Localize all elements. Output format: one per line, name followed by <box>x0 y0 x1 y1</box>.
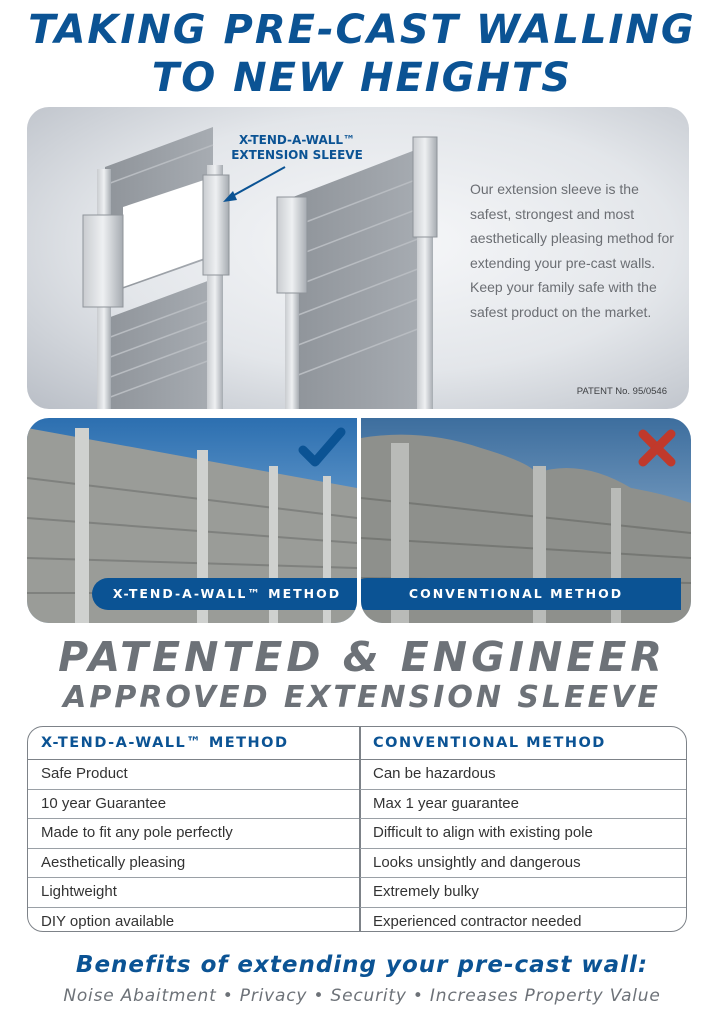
table-row: Can be hazardous <box>360 760 687 790</box>
xtend-column-header: X-TEND-A-WALL™ METHOD <box>28 727 359 760</box>
sleeve-label-line-2: EXTENSION SLEEVE <box>231 148 363 162</box>
headline-line-2: TO NEW HEIGHTS <box>151 55 573 101</box>
table-row: Extremely bulky <box>360 878 687 908</box>
sleeve-label <box>227 133 367 163</box>
hero-panel <box>27 107 689 409</box>
table-row: Safe Product <box>28 760 359 790</box>
xtend-method-photo <box>27 418 357 623</box>
xtend-method-caption: X-TEND-A-WALL™ METHOD <box>92 578 357 610</box>
sleeve-label-line-1: X-TEND-A-WALL™ <box>238 133 356 147</box>
table-row: Max 1 year guarantee <box>360 790 687 820</box>
conventional-method-photo <box>361 418 691 623</box>
patent-number: PATENT No. 95/0546 <box>576 386 667 397</box>
hero-description: Our extension sleeve is the safest, strongest and most aesthetically pleasing method for extending your pre-cast walls. Keep your family safe with the safest product on the market. <box>470 181 674 320</box>
table-row: DIY option available <box>41 912 175 930</box>
check-icon <box>297 426 347 470</box>
table-row: Experienced contractor needed <box>373 912 582 930</box>
table-row: Made to fit any pole perfectly <box>28 819 359 849</box>
benefits-title: Benefits of extending your pre-cast wall: <box>75 952 649 978</box>
headline-line-1: TAKING PRE-CAST WALLING <box>28 7 696 53</box>
cross-icon <box>635 426 679 470</box>
conventional-method-caption: CONVENTIONAL METHOD <box>361 578 681 610</box>
table-row: Aesthetically pleasing <box>28 849 359 879</box>
conventional-column <box>360 727 687 932</box>
table-row: Looks unsightly and dangerous <box>360 849 687 879</box>
table-row: 10 year Guarantee <box>28 790 359 820</box>
comparison-table <box>27 726 687 932</box>
conventional-column-header: CONVENTIONAL METHOD <box>360 727 687 760</box>
approval-heading-line-2: APPROVED EXTENSION SLEEVE <box>63 680 661 715</box>
benefits-list: Noise Abaitment • Privacy • Security • Increases Property Value <box>63 986 661 1006</box>
table-row: Lightweight <box>28 878 359 908</box>
xtend-column <box>28 727 359 932</box>
table-row: Difficult to align with existing pole <box>360 819 687 849</box>
approval-heading-line-1: PATENTED & ENGINEER <box>58 633 666 681</box>
